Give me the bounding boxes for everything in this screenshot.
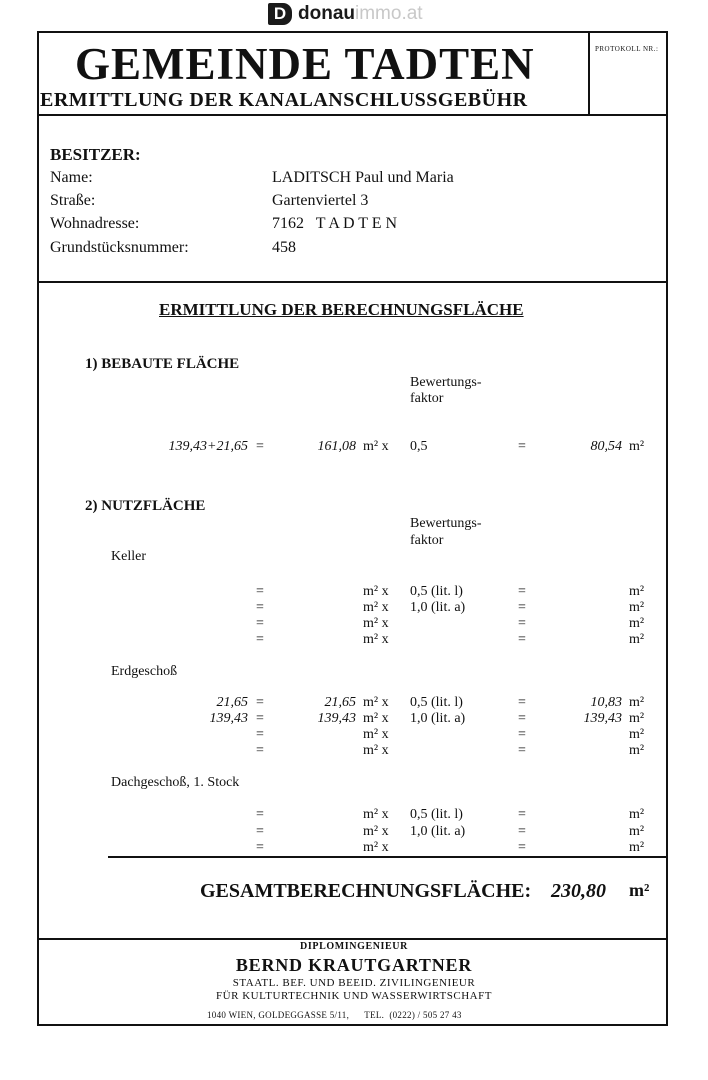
table-end-rule — [108, 856, 668, 858]
total-unit: m² — [629, 880, 650, 900]
erdgeschoss-label: Erdgeschoß — [111, 664, 178, 679]
keller-row-4-result-eq: = — [518, 632, 526, 647]
keller-row-4-unit-x: m² x — [363, 632, 389, 647]
keller-row-1-factor: 0,5 (lit. l) — [410, 584, 463, 599]
keller-row-2-unit: m² — [629, 600, 645, 615]
dachgeschoss-row-2-eq: = — [256, 824, 264, 839]
erdgeschoss-row-3-unit-x: m² x — [363, 727, 389, 742]
dachgeschoss-row-2-factor: 1,0 (lit. a) — [410, 824, 466, 839]
bebaut-area: 161,08 — [317, 439, 356, 454]
header-divider — [588, 31, 590, 115]
street-value: Gartenviertel 3 — [272, 192, 369, 209]
bebaute-title: 1) BEBAUTE FLÄCHE — [85, 356, 240, 372]
keller-row-3-unit-x: m² x — [363, 616, 389, 631]
keller-row-4-unit: m² — [629, 632, 645, 647]
address-label: Wohnadresse: — [50, 215, 140, 232]
bebaut-result: 80,54 — [590, 439, 622, 454]
document-title: GEMEINDE TADTEN — [75, 39, 535, 89]
name-label: Name: — [50, 169, 93, 186]
calculation-heading: ERMITTLUNG DER BERECHNUNGSFLÄCHE — [159, 300, 524, 319]
dachgeschoss-row-2-result-eq: = — [518, 824, 526, 839]
erdgeschoss-row-1-area: 21,65 — [324, 695, 356, 710]
erdgeschoss-row-1-result-eq: = — [518, 695, 526, 710]
footer-line1: STAATL. BEF. UND BEEID. ZIVILINGENIEUR — [232, 977, 476, 989]
keller-row-1-result-eq: = — [518, 584, 526, 599]
nutz-factor-header-1: Bewertungs- — [410, 516, 482, 531]
dachgeschoss-row-3-result-eq: = — [518, 840, 526, 855]
donauimmo-logo — [268, 2, 423, 26]
keller-row-1-unit: m² — [629, 584, 645, 599]
erdgeschoss-row-2-eq: = — [256, 711, 264, 726]
bebaut-factor-header-1: Bewertungs- — [410, 375, 482, 390]
keller-row-3-result-eq: = — [518, 616, 526, 631]
header-rule — [37, 114, 668, 116]
dachgeschoss-label: Dachgeschoß, 1. Stock — [111, 775, 240, 790]
erdgeschoss-row-3-eq: = — [256, 727, 264, 742]
footer-address: 1040 WIEN, GOLDEGGASSE 5/11, TEL. (0222) / 505 27 43 — [207, 1010, 462, 1020]
keller-row-2-eq: = — [256, 600, 264, 615]
document-subtitle: ERMITTLUNG DER KANALANSCHLUSSGEBÜHR — [40, 89, 528, 111]
erdgeschoss-row-2-result-eq: = — [518, 711, 526, 726]
parcel-value: 458 — [272, 239, 296, 256]
nutzflaeche-title: 2) NUTZFLÄCHE — [85, 498, 206, 514]
logo-mark: D — [268, 3, 292, 25]
erdgeschoss-row-2-input: 139,43 — [209, 711, 248, 726]
keller-row-2-result-eq: = — [518, 600, 526, 615]
keller-row-3-unit: m² — [629, 616, 645, 631]
erdgeschoss-row-1-eq: = — [256, 695, 264, 710]
erdgeschoss-row-1-result: 10,83 — [590, 695, 622, 710]
erdgeschoss-row-2-factor: 1,0 (lit. a) — [410, 711, 466, 726]
erdgeschoss-row-3-unit: m² — [629, 727, 645, 742]
keller-label: Keller — [111, 549, 146, 564]
footer-rule — [37, 938, 668, 940]
name-value: LADITSCH Paul und Maria — [272, 169, 454, 186]
erdgeschoss-row-4-unit: m² — [629, 743, 645, 758]
erdgeschoss-row-4-result-eq: = — [518, 743, 526, 758]
protokoll-label: PROTOKOLL NR.: — [595, 45, 659, 53]
keller-row-2-unit-x: m² x — [363, 600, 389, 615]
footer-line2: FÜR KULTURTECHNIK UND WASSERWIRTSCHAFT — [216, 990, 492, 1002]
nutz-factor-header-2: faktor — [410, 533, 444, 548]
bebaut-factor-header-2: faktor — [410, 391, 444, 406]
total-label: GESAMTBERECHNUNGSFLÄCHE: — [200, 880, 532, 902]
bebaut-factor: 0,5 — [410, 439, 428, 454]
bebaut-eq: = — [256, 439, 264, 454]
bebaut-result-eq: = — [518, 439, 526, 454]
dachgeschoss-row-3-unit-x: m² x — [363, 840, 389, 855]
bebaut-formula: 139,43+21,65 — [168, 439, 248, 454]
footer-name: BERND KRAUTGARTNER — [235, 955, 473, 975]
keller-row-1-eq: = — [256, 584, 264, 599]
dachgeschoss-row-2-unit-x: m² x — [363, 824, 389, 839]
dachgeschoss-row-1-factor: 0,5 (lit. l) — [410, 807, 463, 822]
erdgeschoss-row-2-unit: m² — [629, 711, 645, 726]
erdgeschoss-row-1-unit: m² — [629, 695, 645, 710]
erdgeschoss-row-3-result-eq: = — [518, 727, 526, 742]
keller-row-3-eq: = — [256, 616, 264, 631]
erdgeschoss-row-2-result: 139,43 — [583, 711, 622, 726]
erdgeschoss-row-1-input: 21,65 — [216, 695, 248, 710]
total-value: 230,80 — [551, 880, 606, 902]
logo-name-part2: immo.at — [355, 3, 423, 24]
dachgeschoss-row-3-eq: = — [256, 840, 264, 855]
parcel-label: Grundstücksnummer: — [50, 239, 189, 256]
owner-rule — [37, 281, 668, 283]
erdgeschoss-row-1-unit-x: m² x — [363, 695, 389, 710]
street-label: Straße: — [50, 192, 96, 209]
bebaut-unit: m² — [629, 439, 645, 454]
dachgeschoss-row-2-unit: m² — [629, 824, 645, 839]
keller-row-4-eq: = — [256, 632, 264, 647]
footer-title: DIPLOMINGENIEUR — [300, 941, 408, 952]
erdgeschoss-row-4-unit-x: m² x — [363, 743, 389, 758]
dachgeschoss-row-1-eq: = — [256, 807, 264, 822]
keller-row-2-factor: 1,0 (lit. a) — [410, 600, 466, 615]
dachgeschoss-row-3-unit: m² — [629, 840, 645, 855]
owner-heading: BESITZER: — [50, 145, 141, 164]
erdgeschoss-row-2-unit-x: m² x — [363, 711, 389, 726]
erdgeschoss-row-4-eq: = — [256, 743, 264, 758]
keller-row-1-unit-x: m² x — [363, 584, 389, 599]
logo-name-part1: donau — [298, 3, 355, 24]
dachgeschoss-row-1-result-eq: = — [518, 807, 526, 822]
dachgeschoss-row-1-unit-x: m² x — [363, 807, 389, 822]
bebaut-unit-x: m² x — [363, 439, 389, 454]
erdgeschoss-row-1-factor: 0,5 (lit. l) — [410, 695, 463, 710]
address-value: 7162 T A D T E N — [272, 215, 398, 232]
erdgeschoss-row-2-area: 139,43 — [317, 711, 356, 726]
dachgeschoss-row-1-unit: m² — [629, 807, 645, 822]
